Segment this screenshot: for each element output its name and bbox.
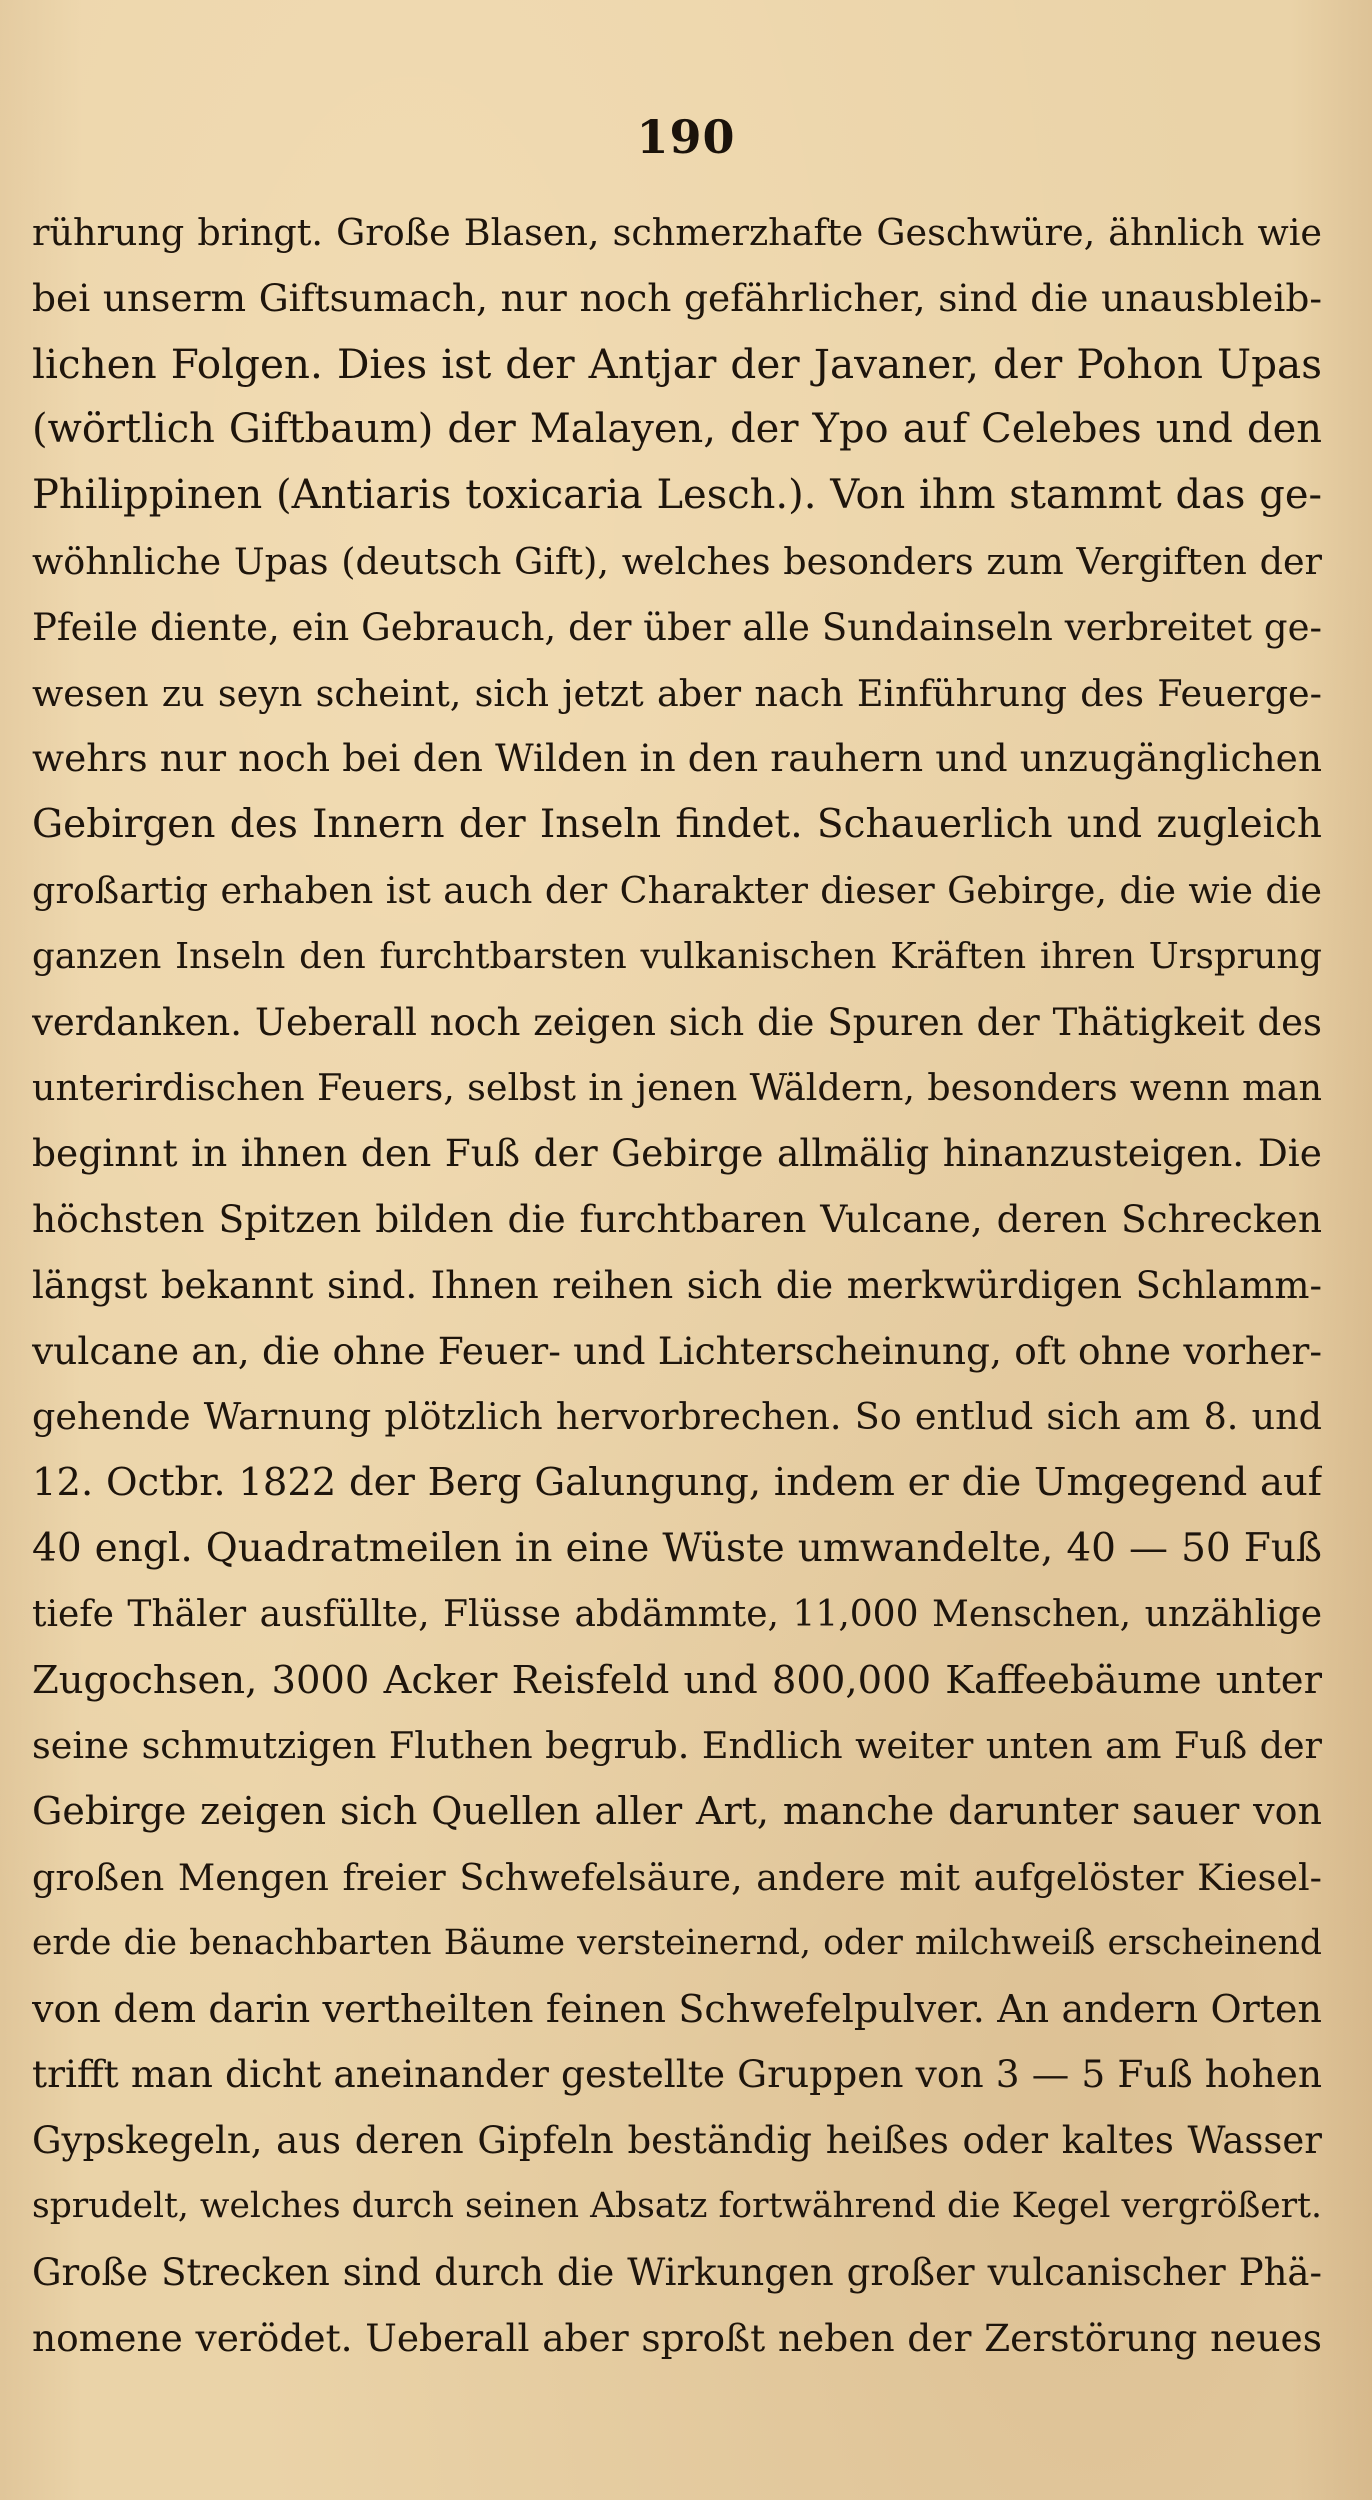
text-line: Zugochsen, 3000 Acker Reisfeld und 800,000 Kaffeebäume unter bbox=[32, 1657, 1322, 1703]
text-line: verdanken. Ueberall noch zeigen sich die Spuren der Thätigkeit des bbox=[32, 1000, 1322, 1044]
text-line: trifft man dicht aneinander gestellte Gruppen von 3 — 5 Fuß hohen bbox=[32, 2052, 1322, 2097]
text-line: 12. Octbr. 1822 der Berg Galungung, indem er die Umgegend auf bbox=[32, 1460, 1322, 1506]
text-line: sprudelt, welches durch seinen Absatz fortwährend die Kegel vergrößert. bbox=[32, 2185, 1322, 2226]
text-line: Gebirgen des Innern der Inseln findet. Schauerlich und zugleich bbox=[32, 802, 1322, 848]
text-line: lichen Folgen. Dies ist der Antjar der Javaner, der Pohon Upas bbox=[32, 339, 1322, 388]
text-line: Gypskegeln, aus deren Gipfeln beständig heißes oder kaltes Wasser bbox=[32, 2119, 1322, 2163]
text-line: ganzen Inseln den furchtbarsten vulkanischen Kräften ihren Ursprung bbox=[32, 935, 1322, 977]
text-line: seine schmutzigen Fluthen begrub. Endlich weiter unten am Fuß der bbox=[32, 1724, 1322, 1768]
body-text bbox=[32, 200, 1322, 2371]
text-line: gehende Warnung plötzlich hervorbrechen. So entlud sich am 8. und bbox=[32, 1395, 1322, 1439]
text-line: höchsten Spitzen bilden die furchtbaren Vulcane, deren Schrecken bbox=[32, 1196, 1322, 1241]
text-line: Gebirge zeigen sich Quellen aller Art, manche darunter sauer von bbox=[32, 1789, 1322, 1834]
text-line: vulcane an, die ohne Feuer- und Lichterscheinung, oft ohne vorher- bbox=[32, 1328, 1322, 1373]
text-line: tiefe Thäler ausfüllte, Flüsse abdämmte, 11,000 Menschen, unzählige bbox=[32, 1593, 1322, 1635]
text-line: Pfeile diente, ein Gebrauch, der über alle Sundainseln verbreitet ge- bbox=[32, 605, 1322, 649]
text-line: wesen zu seyn scheint, sich jetzt aber nach Einführung des Feuerge- bbox=[32, 671, 1322, 715]
text-line: beginnt in ihnen den Fuß der Gebirge allmälig hinanzusteigen. Die bbox=[32, 1131, 1322, 1176]
text-line: von dem darin vertheilten feinen Schwefelpulver. An andern Orten bbox=[32, 1986, 1322, 2031]
text-line: großartig erhaben ist auch der Charakter dieser Gebirge, die wie die bbox=[32, 868, 1322, 912]
text-line: wöhnliche Upas (deutsch Gift), welches besonders zum Vergiften der bbox=[32, 539, 1322, 583]
text-line: längst bekannt sind. Ihnen reihen sich die merkwürdigen Schlamm- bbox=[32, 1263, 1322, 1307]
text-line: 40 engl. Quadratmeilen in eine Wüste umwandelte, 40 — 50 Fuß bbox=[32, 1525, 1322, 1571]
text-line: nomene verödet. Ueberall aber sproßt neben der Zerstörung neues bbox=[32, 2315, 1322, 2360]
text-line: rührung bringt. Große Blasen, schmerzhafte Geschwüre, ähnlich wie bbox=[32, 211, 1322, 254]
text-line: wehrs nur noch bei den Wilden in den rauhern und unzugänglichen bbox=[32, 736, 1322, 781]
text-line: erde die benachbarten Bäume versteinernd, oder milchweiß erscheinend bbox=[32, 1922, 1322, 1963]
text-line: Philippinen (Antiaris toxicaria Lesch.). Von ihm stammt das ge- bbox=[32, 472, 1322, 519]
text-line: bei unserm Giftsumach, nur noch gefährlicher, sind die unausbleib- bbox=[32, 275, 1322, 320]
page-number: 190 bbox=[636, 110, 736, 164]
text-line: großen Mengen freier Schwefelsäure, andere mit aufgelöster Kiesel- bbox=[32, 1855, 1322, 1899]
text-line: unterirdischen Feuers, selbst in jenen Wäldern, besonders wenn man bbox=[32, 1066, 1322, 1110]
text-line: Große Strecken sind durch die Wirkungen großer vulcanischer Phä- bbox=[32, 2250, 1322, 2294]
text-line: (wörtlich Giftbaum) der Malayen, der Ypo auf Celebes und den bbox=[32, 406, 1322, 453]
